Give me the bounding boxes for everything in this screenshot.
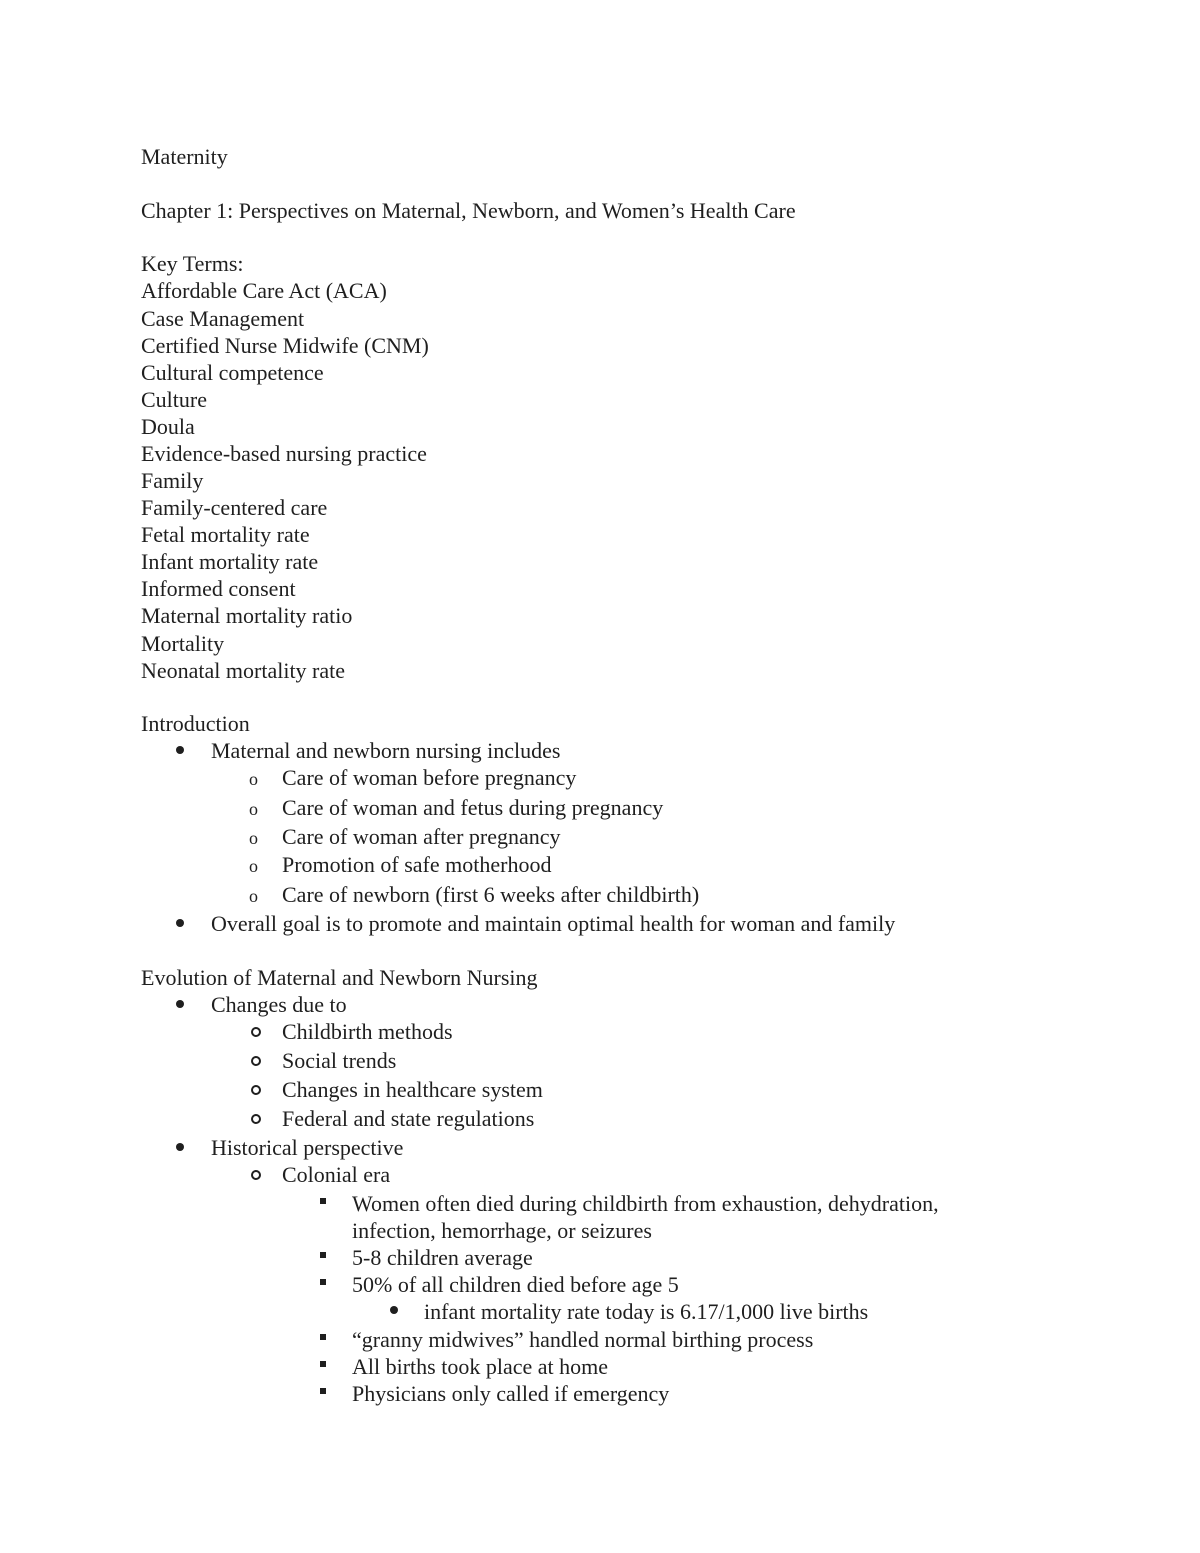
key-term: Infant mortality rate (141, 549, 319, 574)
bullet-circle: o (249, 769, 258, 789)
bullet-circle: o (249, 886, 258, 906)
list-item: Childbirth methods (282, 1019, 453, 1044)
list-item: Federal and state regulations (282, 1106, 535, 1131)
bullet-square (320, 1388, 326, 1394)
bullet-disc (176, 746, 184, 754)
list-item: Care of woman after pregnancy (282, 824, 561, 849)
bullet-circle: o (249, 828, 258, 848)
key-term: Evidence-based nursing practice (141, 441, 427, 466)
bullet-square (320, 1252, 326, 1258)
list-item: 5-8 children average (352, 1245, 533, 1270)
key-term: Family-centered care (141, 495, 328, 520)
key-term: Maternal mortality ratio (141, 603, 353, 628)
list-item: Physicians only called if emergency (352, 1381, 670, 1406)
key-term: Certified Nurse Midwife (CNM) (141, 333, 429, 358)
bullet-disc (176, 1000, 184, 1008)
chapter-heading: Chapter 1: Perspectives on Maternal, Newborn, and Women’s Health Care (141, 198, 796, 223)
list-item: Overall goal is to promote and maintain optimal health for woman and family (211, 911, 896, 936)
list-item: Care of newborn (first 6 weeks after childbirth) (282, 882, 700, 907)
key-term: Informed consent (141, 576, 296, 601)
bullet-square (320, 1279, 326, 1285)
key-term: Mortality (141, 631, 225, 656)
key-term: Fetal mortality rate (141, 522, 310, 547)
key-term: Doula (141, 414, 195, 439)
list-item: Changes in healthcare system (282, 1077, 543, 1102)
bullet-bold-circle (251, 1085, 261, 1095)
bullet-disc (176, 919, 184, 927)
key-term: Family (141, 468, 204, 493)
key-term: Case Management (141, 306, 305, 331)
key-term: Affordable Care Act (ACA) (141, 278, 387, 303)
list-item-continuation: infection, hemorrhage, or seizures (352, 1218, 652, 1243)
list-item: Maternal and newborn nursing includes (211, 738, 561, 763)
list-item: All births took place at home (352, 1354, 608, 1379)
bullet-square (320, 1334, 326, 1340)
list-item: “granny midwives” handled normal birthing process (352, 1327, 814, 1352)
list-item: Women often died during childbirth from exhaustion, dehydration, (352, 1191, 939, 1216)
bullet-disc (176, 1143, 184, 1151)
list-item: Historical perspective (211, 1135, 404, 1160)
bullet-bold-circle (251, 1114, 261, 1124)
list-item: Changes due to (211, 992, 347, 1017)
bullet-bold-circle (251, 1170, 261, 1180)
list-item: Colonial era (282, 1162, 391, 1187)
key-term: Cultural competence (141, 360, 324, 385)
key-terms-heading: Key Terms: (141, 251, 244, 276)
key-term: Culture (141, 387, 207, 412)
key-term: Neonatal mortality rate (141, 658, 346, 683)
bullet-bold-circle (251, 1056, 261, 1066)
bullet-circle: o (249, 856, 258, 876)
list-item: infant mortality rate today is 6.17/1,000 live births (424, 1299, 869, 1324)
bullet-square (320, 1198, 326, 1204)
bullet-circle: o (249, 799, 258, 819)
evolution-heading: Evolution of Maternal and Newborn Nursing (141, 965, 538, 990)
list-item: Care of woman before pregnancy (282, 765, 577, 790)
list-item: Promotion of safe motherhood (282, 852, 552, 877)
bullet-square (320, 1361, 326, 1367)
doc-title: Maternity (141, 144, 228, 169)
bullet-bold-circle (251, 1027, 261, 1037)
intro-heading: Introduction (141, 711, 250, 736)
list-item: Care of woman and fetus during pregnancy (282, 795, 664, 820)
bullet-disc (390, 1306, 398, 1314)
list-item: 50% of all children died before age 5 (352, 1272, 679, 1297)
list-item: Social trends (282, 1048, 397, 1073)
